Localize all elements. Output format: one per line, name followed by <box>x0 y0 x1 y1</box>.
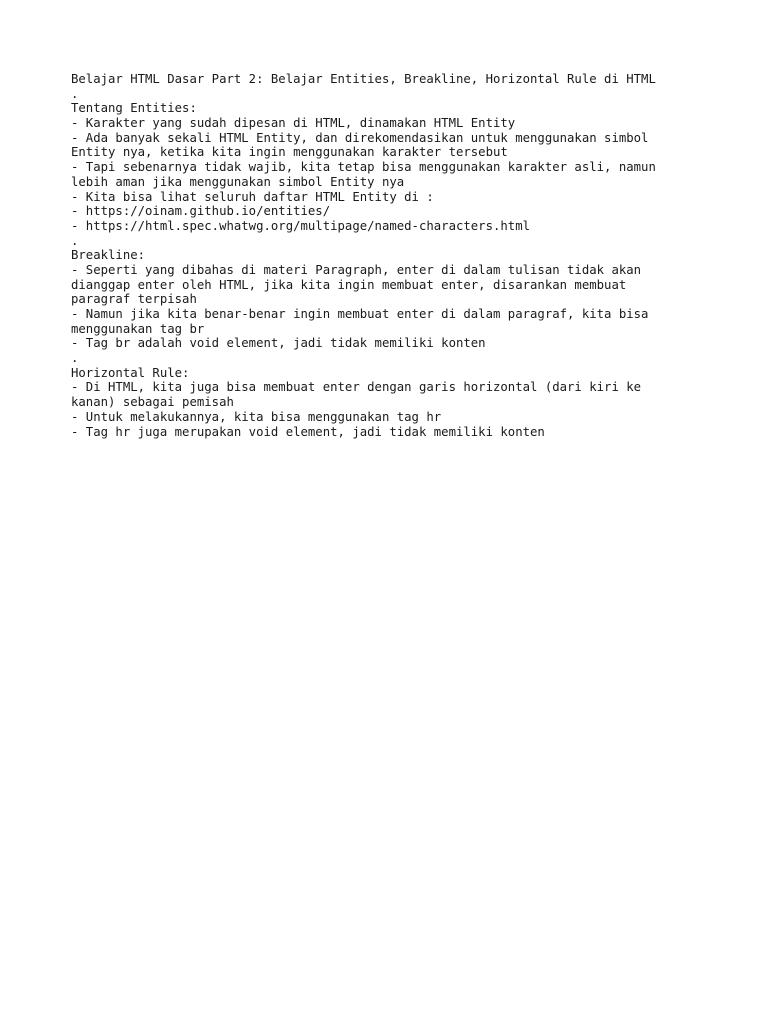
section-heading-horizontal-rule: Horizontal Rule: <box>71 365 190 380</box>
text-line: - Ada banyak sekali HTML Entity, dan direkomendasikan untuk menggunakan simbol <box>71 130 649 145</box>
text-line: - Karakter yang sudah dipesan di HTML, dinamakan HTML Entity <box>71 116 516 131</box>
text-line: paragraf terpisah <box>71 292 197 307</box>
text-line: Entity nya, ketika kita ingin menggunakan karakter tersebut <box>71 145 508 160</box>
text-line: - Untuk melakukannya, kita bisa menggunakan tag hr <box>71 409 442 424</box>
document-page <box>71 72 731 439</box>
url-line: - https://html.spec.whatwg.org/multipage/named-characters.html <box>71 218 531 233</box>
document-title: Belajar HTML Dasar Part 2: Belajar Entities, Breakline, Horizontal Rule di HTML <box>71 72 656 86</box>
text-line: menggunakan tag br <box>71 321 205 336</box>
section-heading-breakline: Breakline: <box>71 248 146 263</box>
separator-dot: . <box>71 86 79 101</box>
text-line: - Tag hr juga merupakan void element, jadi tidak memiliki konten <box>71 424 545 439</box>
text-line: lebih aman jika menggunakan simbol Entity nya <box>71 174 405 189</box>
text-line: - Tapi sebenarnya tidak wajib, kita tetap bisa menggunakan karakter asli, namun <box>71 160 656 175</box>
text-line: - Namun jika kita benar-benar ingin membuat enter di dalam paragraf, kita bisa <box>71 307 649 321</box>
url-line: - https://oinam.github.io/entities/ <box>71 204 331 219</box>
separator-dot: . <box>71 351 79 366</box>
text-line: kanan) sebagai pemisah <box>71 395 234 410</box>
separator-dot: . <box>71 233 79 248</box>
text-line: - Kita bisa lihat seluruh daftar HTML Entity di : <box>71 189 434 204</box>
text-line: dianggap enter oleh HTML, jika kita ingin membuat enter, disarankan membuat <box>71 277 627 292</box>
section-heading-entities: Tentang Entities: <box>71 101 197 116</box>
text-line: - Di HTML, kita juga bisa membuat enter dengan garis horizontal (dari kiri ke <box>71 380 642 395</box>
text-line: - Tag br adalah void element, jadi tidak memiliki konten <box>71 336 486 351</box>
text-line: - Seperti yang dibahas di materi Paragraph, enter di dalam tulisan tidak akan <box>71 262 642 277</box>
